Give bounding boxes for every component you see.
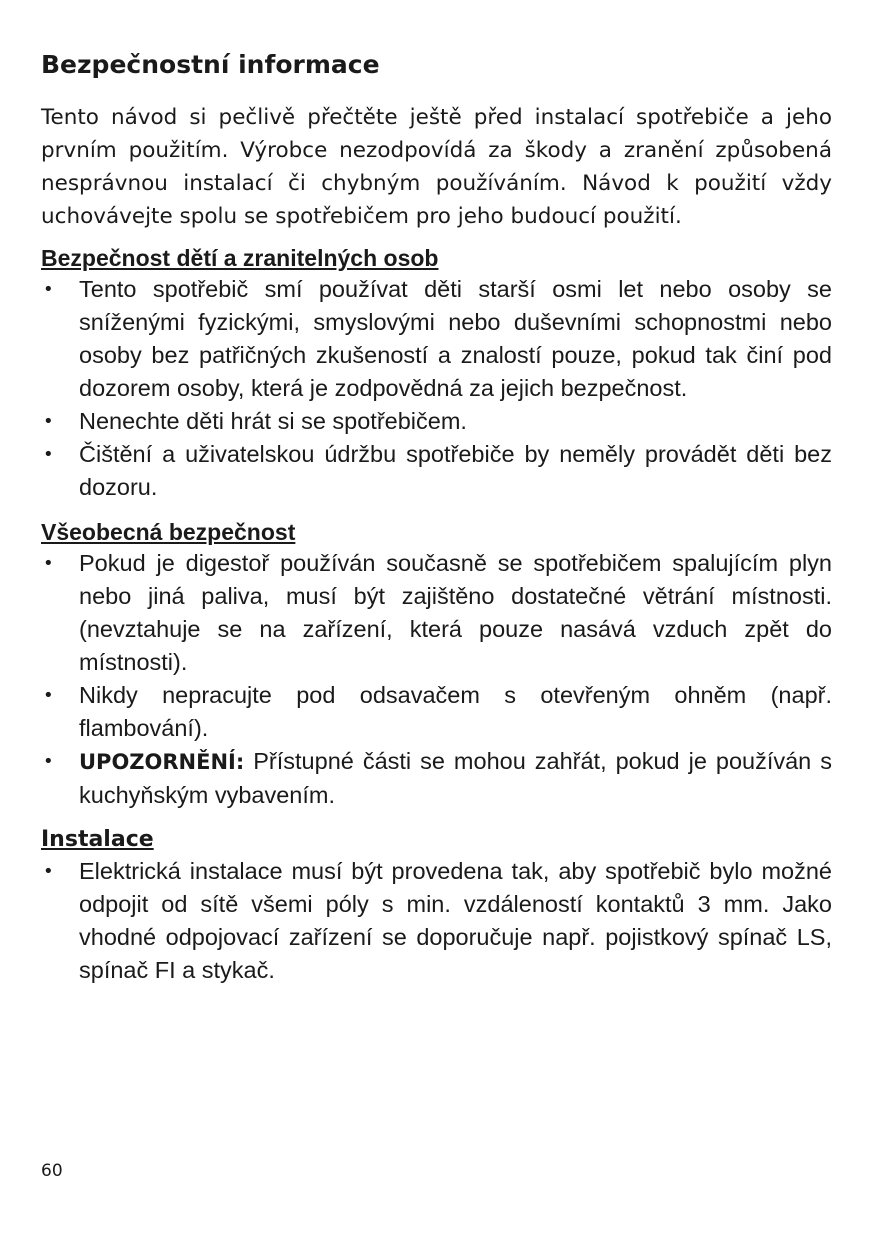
section-title-installation: Instalace xyxy=(41,827,154,852)
section-title-general-safety: Všeobecná bezpečnost xyxy=(41,519,296,545)
bullet-icon: • xyxy=(43,279,54,300)
list-item xyxy=(41,273,832,405)
list-item-text: Elektrická instalace musí být provedena tak, aby spotřebič bylo možné odpojit od sítě všemi póly s min. vzdáleností kontaktů 3 mm. Jako vhodné odpojovací zařízení se doporučuje např. pojistkový spínač LS, spínač FI a stykač. xyxy=(79,858,832,983)
document-page xyxy=(41,50,832,1000)
bullet-list-general-safety xyxy=(41,547,832,812)
list-item xyxy=(41,405,832,438)
bullet-list-installation xyxy=(41,855,832,987)
warning-text: Přístupné části se mohou zahřát, pokud je používán s kuchyňským vybavením. xyxy=(79,748,832,808)
section-child-safety xyxy=(41,243,832,504)
list-item xyxy=(41,547,832,679)
warning-label: UPOZORNĚNÍ: xyxy=(79,750,245,774)
page-number: 60 xyxy=(41,1161,63,1181)
list-item-warning xyxy=(41,745,832,812)
section-title-child-safety: Bezpečnost dětí a zranitelných osob xyxy=(41,245,439,271)
bullet-icon: • xyxy=(43,444,54,465)
list-item-text: Nikdy nepracujte pod odsavačem s otevřeným ohněm (např. flambování). xyxy=(79,682,832,741)
list-item-text: Tento spotřebič smí používat děti starší osmi let nebo osoby se sníženými fyzickými, smyslovými nebo duševními schopnostmi nebo osoby bez patřičných zkušeností a znalostí pouze, pokud tak činí pod dozorem osoby, která je zodpovědná za jejich bezpečnost. xyxy=(79,276,832,401)
list-item-text: Čištění a uživatelskou údržbu spotřebiče by neměly provádět děti bez dozoru. xyxy=(79,441,832,500)
list-item-text: Pokud je digestoř používán současně se spotřebičem spalujícím plyn nebo jiná paliva, musí být zajištěno dostatečné větrání místnosti. (nevztahuje se na zařízení, která pouze nasává vzduch zpět do místnosti). xyxy=(79,550,832,675)
list-item xyxy=(41,438,832,504)
bullet-icon: • xyxy=(43,751,54,772)
section-installation xyxy=(41,825,832,987)
bullet-icon: • xyxy=(43,553,54,574)
page-title: Bezpečnostní informace xyxy=(41,50,380,79)
intro-paragraph: Tento návod si pečlivě přečtěte ještě před instalací spotřebiče a jeho prvním použitím. Výrobce nezodpovídá za škody a zranění způsobená nesprávnou instalací či chybným používáním. Návod k použití vždy uchovávejte spolu se spotřebičem pro jeho budoucí použití. xyxy=(41,105,832,229)
list-item-text: Nenechte děti hrát si se spotřebičem. xyxy=(79,408,467,434)
bullet-icon: • xyxy=(43,861,54,882)
bullet-icon: • xyxy=(43,411,54,432)
bullet-list-child-safety xyxy=(41,273,832,504)
list-item xyxy=(41,679,832,745)
bullet-icon: • xyxy=(43,685,54,706)
list-item xyxy=(41,855,832,987)
section-general-safety xyxy=(41,517,832,812)
